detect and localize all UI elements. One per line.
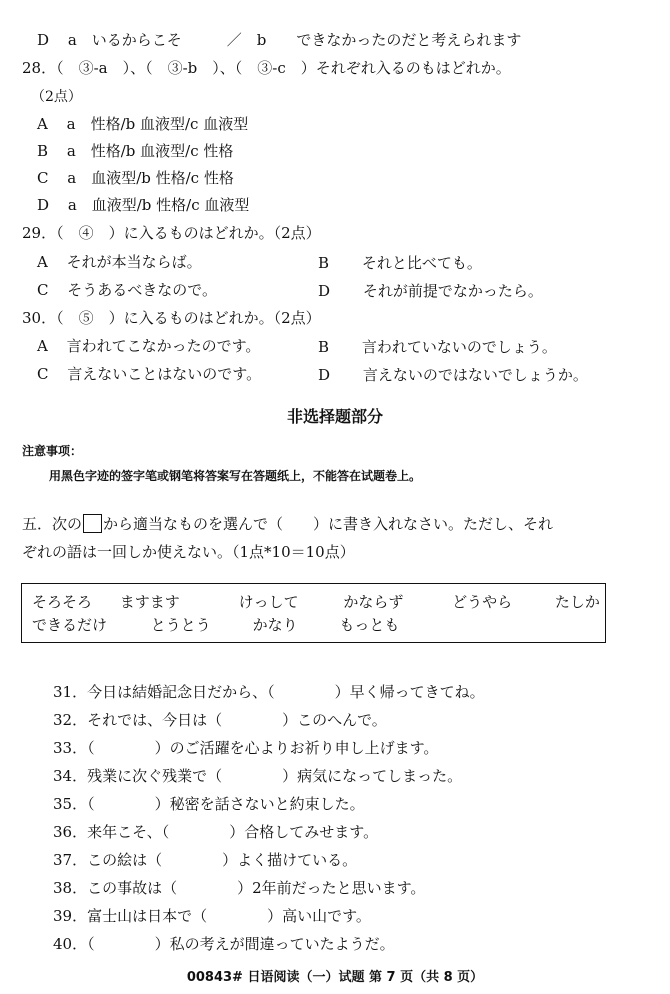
- question-37: 37．この絵は（ ）よく描けている。: [53, 851, 358, 869]
- part5-instruction: [22, 514, 553, 534]
- question-31: 31．今日は結婚記念日だから、（ ）早く帰ってきてね。: [53, 683, 485, 701]
- q29-stem: 29．（ ④ ）に入るものはどれか。（2点）: [22, 224, 321, 242]
- part5-instruction-line2: ぞれの語は一回しか使えない。（1点*10＝10点）: [22, 543, 355, 561]
- notice-body: 用黑色字迹的签字笔或钢笔将答案写在答题纸上，不能答在试题卷上。: [49, 469, 422, 483]
- box-symbol: [83, 514, 102, 533]
- option-text: 言われてこなかったのです。: [66, 337, 261, 355]
- question-32: 32．それでは、今日は（ ）このへんで。: [53, 711, 387, 729]
- option-label: C: [37, 169, 49, 187]
- option-text: そうあるべきなので。: [67, 281, 217, 299]
- notice-title: 注意事项：: [22, 444, 83, 458]
- option-text: 言えないのではないでしょうか。: [362, 366, 588, 384]
- option-text: 言われていないのでしょう。: [361, 338, 557, 356]
- option-label: C: [37, 281, 49, 299]
- word-item: どうやら: [452, 593, 513, 611]
- question-38: 38．この事故は（ ）2年前だったと思います。: [53, 879, 426, 897]
- option-label: C: [37, 365, 49, 383]
- option-label: B: [318, 254, 330, 272]
- word-item: そろそろ: [32, 593, 93, 611]
- question-35: 35．（ ）秘密を話さないと約束した。: [53, 795, 365, 813]
- q30-option-b: [318, 336, 557, 357]
- word-item: かなり: [252, 616, 298, 634]
- q28-option-a: [37, 114, 248, 134]
- instruction-pre: 五．次の: [22, 515, 83, 533]
- option-text: a 性格/b 血液型/c 性格: [66, 142, 234, 160]
- option-label: D: [37, 196, 50, 214]
- option-text: a 性格/b 血液型/c 血液型: [66, 115, 249, 133]
- section-title: 非选择题部分: [286, 407, 383, 426]
- word-choice-box: [21, 583, 606, 643]
- q30-stem: 30．（ ⑤ ）に入るものはどれか。（2点）: [22, 309, 321, 327]
- word-item: たしか: [554, 593, 600, 611]
- q30-option-d: [318, 364, 588, 385]
- option-label: D: [318, 282, 331, 300]
- option-text: それが本当ならば。: [66, 253, 202, 271]
- q28-option-d: [37, 195, 249, 215]
- word-item: けっして: [238, 593, 299, 611]
- question-33: 33．（ ）のご活躍を心よりお祈り申し上げます。: [53, 739, 439, 757]
- question-40: 40．（ ）私の考えが間違っていたようだ。: [53, 935, 395, 953]
- q28-stem: 28．（ ③-a ）、（ ③-b ）、（ ③-c ）それぞれ入るのもはどれか。: [22, 59, 511, 77]
- q29-option-b: [318, 252, 482, 273]
- instruction-post: から適当なものを選んで（ ）に書き入れなさい。ただし、それ: [103, 515, 554, 533]
- option-label: B: [37, 142, 49, 160]
- q27-option-d: [37, 30, 521, 50]
- q30-option-c: [37, 364, 261, 384]
- option-label: A: [37, 253, 48, 271]
- word-item: ますます: [119, 593, 180, 611]
- q28-option-c: [37, 168, 234, 188]
- word-item: とうとう: [150, 616, 211, 634]
- q28-option-b: [37, 141, 233, 161]
- word-item: できるだけ: [32, 616, 108, 634]
- option-text: それが前提でなかったら。: [362, 282, 543, 300]
- option-text: 言えないことはないのです。: [67, 365, 262, 383]
- option-text: それと比べても。: [361, 254, 482, 272]
- word-item: もっとも: [339, 616, 400, 634]
- word-row-1: [32, 591, 600, 612]
- q29-option-d: [318, 280, 543, 301]
- q29-options-row1: [37, 252, 202, 272]
- option-label: D: [37, 31, 50, 49]
- option-label: D: [318, 366, 331, 384]
- question-36: 36．来年こそ、（ ）合格してみせます。: [53, 823, 379, 841]
- page-footer: 00843# 日语阅读（一）试题 第 7 页（共 8 页）: [186, 970, 484, 985]
- option-text: a 血液型/b 性格/c 血液型: [67, 196, 250, 214]
- option-label: B: [318, 338, 330, 356]
- option-text: a 血液型/b 性格/c 性格: [67, 169, 234, 187]
- option-text: a いるからこそ ／ b できなかったのだと考えられます: [67, 31, 522, 49]
- option-label: A: [37, 337, 48, 355]
- option-label: A: [37, 115, 48, 133]
- q28-points: （2点）: [31, 89, 82, 105]
- q29-option-c: [37, 280, 217, 300]
- question-34: 34．残業に次ぐ残業で（ ）病気になってしまった。: [53, 767, 463, 785]
- word-item: かならず: [343, 593, 404, 611]
- word-row-2: [32, 614, 399, 635]
- question-39: 39．富士山は日本で（ ）高い山です。: [53, 907, 371, 925]
- q30-option-a: [37, 336, 260, 356]
